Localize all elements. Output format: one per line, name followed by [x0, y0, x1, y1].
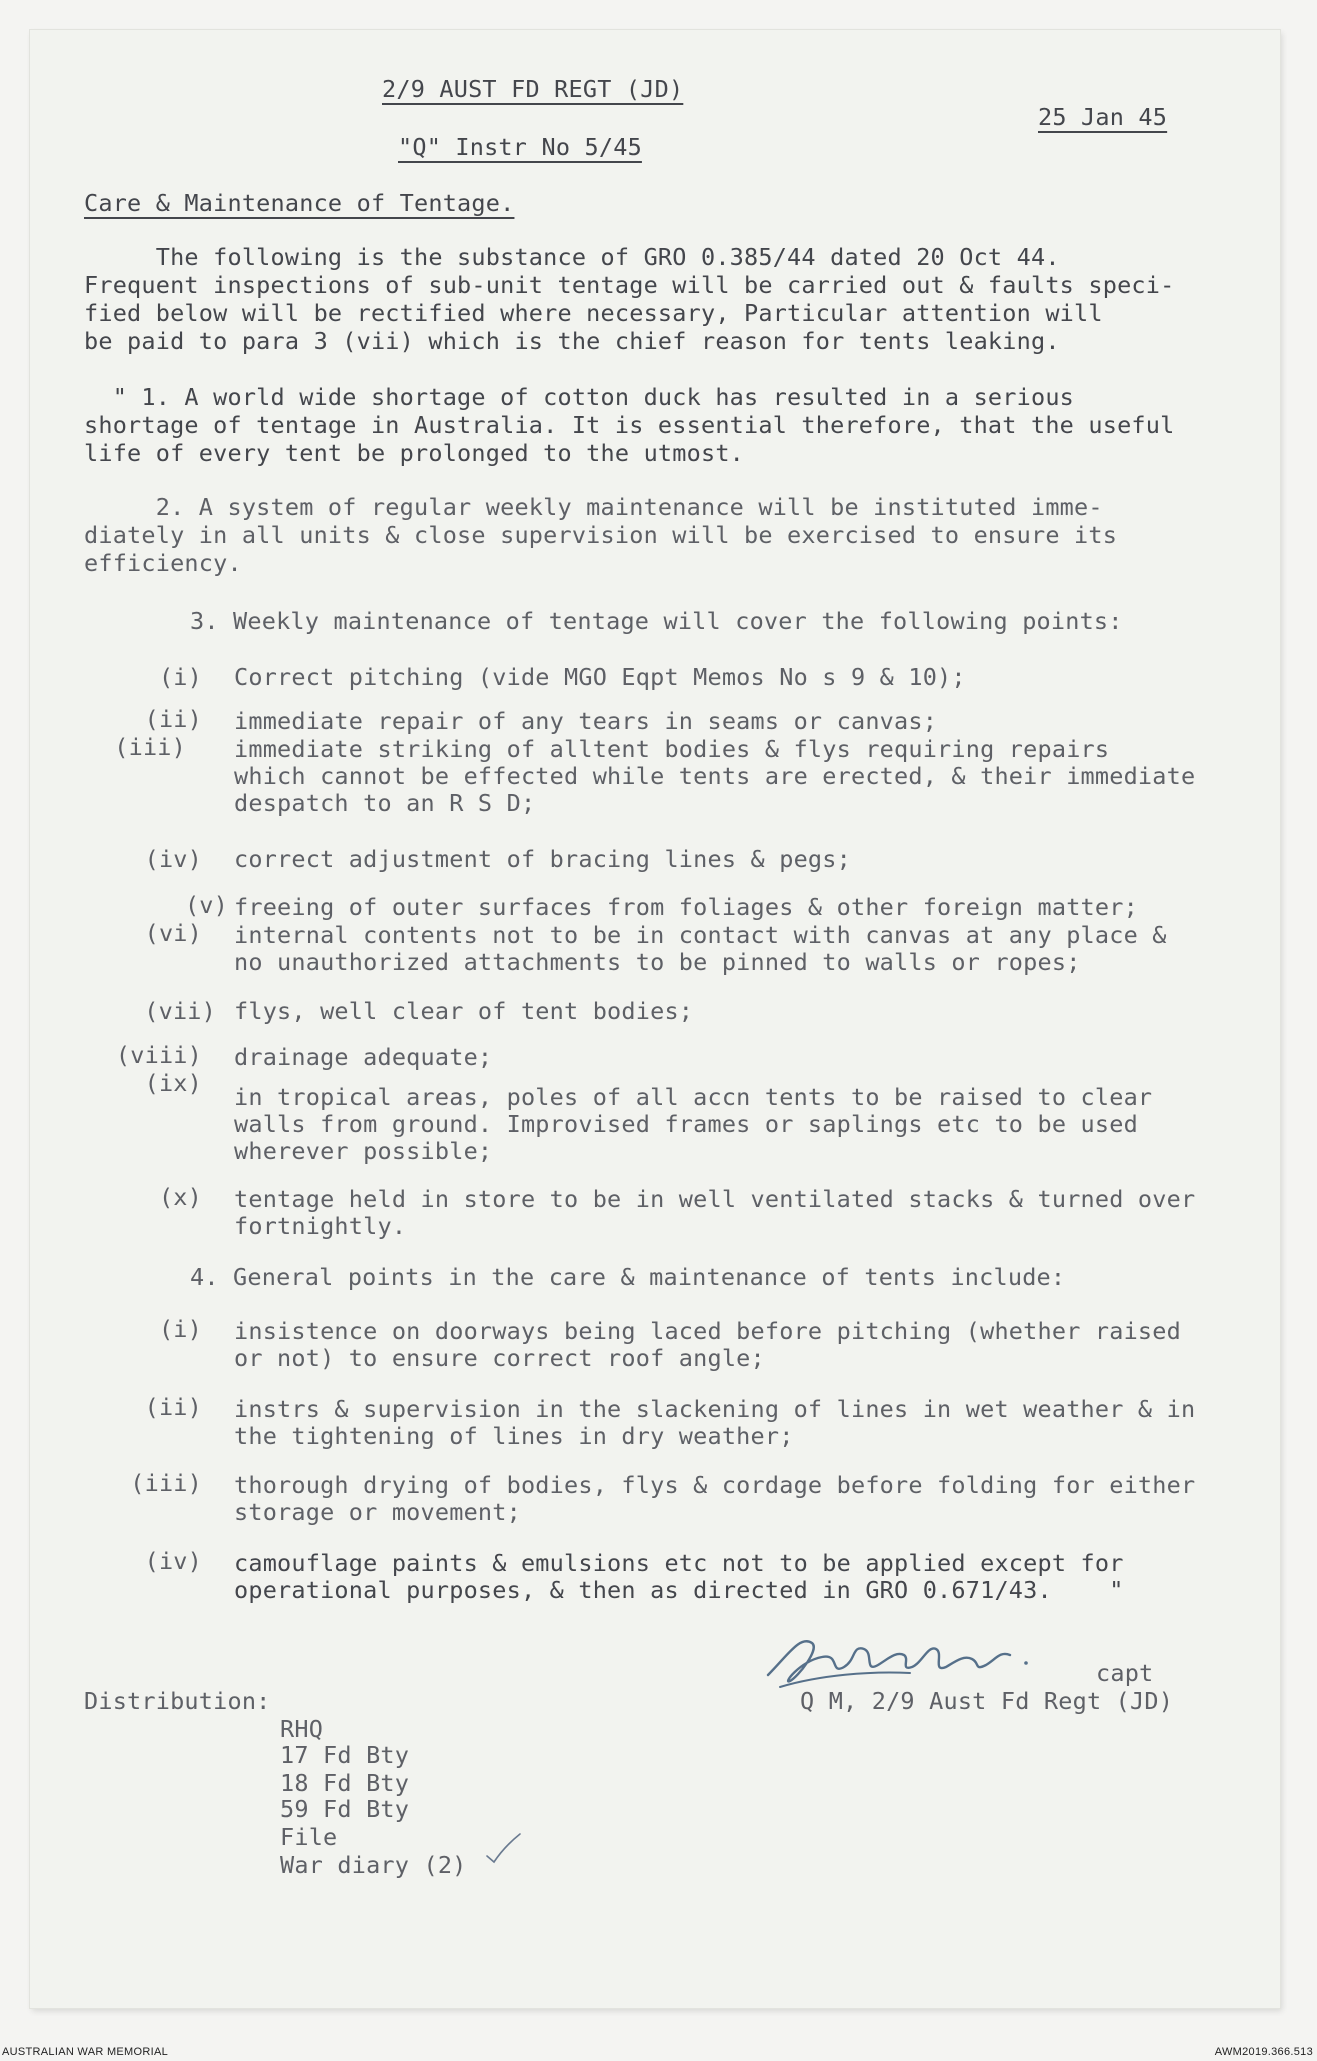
item-line: freeing of outer surfaces from foliages & other foreign matter;: [234, 893, 1138, 921]
item-line: Correct pitching (vide MGO Eqpt Memos No s 9 & 10);: [234, 663, 966, 691]
item-number: (ix): [144, 1069, 202, 1097]
item-line: correct adjustment of bracing lines & pegs;: [234, 845, 851, 873]
para2-line: 2. A system of regular weekly maintenance will be instituted imme-: [84, 493, 1103, 521]
item-number: (v): [184, 891, 228, 919]
signatory-rank: capt: [1096, 1659, 1154, 1687]
item-line: despatch to an R S D;: [234, 789, 536, 817]
subject-heading: Care & Maintenance of Tentage.: [84, 189, 515, 217]
instruction-number: "Q" Instr No 5/45: [398, 133, 642, 161]
item-number: (i): [158, 663, 202, 691]
document-date: 25 Jan 45: [1038, 103, 1168, 131]
item-number: (i): [158, 1315, 202, 1343]
para3-intro: 3. Weekly maintenance of tentage will cover the following points:: [190, 607, 1123, 635]
item-line: drainage adequate;: [234, 1043, 493, 1071]
item-number: (iii): [114, 733, 186, 761]
item-line: immediate striking of alltent bodies & flys requiring repairs: [234, 735, 1110, 763]
para1-line: " 1. A world wide shortage of cotton duck has resulted in a serious: [84, 383, 1075, 411]
para2-line: efficiency.: [84, 549, 242, 577]
item-line: the tightening of lines in dry weather;: [234, 1422, 794, 1450]
distribution-item: File: [280, 1823, 338, 1851]
distribution-item: RHQ: [280, 1715, 324, 1743]
item-line: thorough drying of bodies, flys & cordage before folding for either: [234, 1471, 1196, 1499]
item-number: (vi): [144, 919, 202, 947]
item-line: walls from ground. Improvised frames or saplings etc to be used: [234, 1110, 1138, 1138]
item-number: (ii): [144, 1393, 202, 1421]
para4-intro: 4. General points in the care & maintenance of tents include:: [190, 1263, 1066, 1291]
item-number: (x): [158, 1183, 202, 1211]
item-line: wherever possible;: [234, 1137, 493, 1165]
item-line: fortnightly.: [234, 1212, 407, 1240]
distribution-label: Distribution:: [84, 1687, 271, 1715]
distribution-item: 18 Fd Bty: [280, 1769, 410, 1797]
item-number: (iv): [144, 1547, 202, 1575]
item-number: (iii): [130, 1469, 202, 1497]
item-line: storage or movement;: [234, 1498, 521, 1526]
item-line: no unauthorized attachments to be pinned to walls or ropes;: [234, 948, 1081, 976]
item-number: (viii): [115, 1041, 202, 1069]
item-line: camouflage paints & emulsions etc not to be applied except for: [234, 1549, 1124, 1577]
para2-line: diately in all units & close supervision will be exercised to ensure its: [84, 521, 1118, 549]
distribution-item: War diary (2): [280, 1851, 467, 1879]
intro-line: fied below will be rectified where necessary, Particular attention will: [84, 299, 1103, 327]
intro-line: The following is the substance of GRO 0.385/44 dated 20 Oct 44.: [84, 243, 1060, 271]
distribution-item: 17 Fd Bty: [280, 1741, 410, 1769]
item-line: which cannot be effected while tents are erected, & their immediate: [234, 762, 1196, 790]
archive-caption-right: AWM2019.366.513: [1214, 2046, 1313, 2058]
intro-line: be paid to para 3 (vii) which is the chief reason for tents leaking.: [84, 327, 1060, 355]
tick-mark-icon: [484, 1830, 524, 1866]
item-line: flys, well clear of tent bodies;: [234, 997, 694, 1025]
signatory-appointment: Q M, 2/9 Aust Fd Regt (JD): [800, 1687, 1174, 1715]
item-line: operational purposes, & then as directed in GRO 0.671/43. ": [234, 1576, 1124, 1604]
item-number: (iv): [144, 845, 202, 873]
para1-line: shortage of tentage in Australia. It is essential therefore, that the useful: [84, 411, 1175, 439]
item-line: tentage held in store to be in well ventilated stacks & turned over: [234, 1185, 1196, 1213]
item-number: (vii): [144, 997, 216, 1025]
intro-line: Frequent inspections of sub-unit tentage will be carried out & faults speci-: [84, 271, 1175, 299]
item-line: immediate repair of any tears in seams or canvas;: [234, 707, 938, 735]
item-number: (ii): [144, 705, 202, 733]
item-line: internal contents not to be in contact with canvas at any place &: [234, 921, 1167, 949]
para1-line: life of every tent be prolonged to the utmost.: [84, 439, 745, 467]
item-line: insistence on doorways being laced before pitching (whether raised: [234, 1317, 1181, 1345]
distribution-item: 59 Fd Bty: [280, 1795, 410, 1823]
item-line: or not) to ensure correct roof angle;: [234, 1344, 765, 1372]
unit-heading: 2/9 AUST FD REGT (JD): [382, 75, 684, 103]
item-line: in tropical areas, poles of all accn tents to be raised to clear: [234, 1083, 1153, 1111]
item-line: instrs & supervision in the slackening of lines in wet weather & in: [234, 1395, 1196, 1423]
archive-caption-left: AUSTRALIAN WAR MEMORIAL: [2, 2046, 169, 2058]
